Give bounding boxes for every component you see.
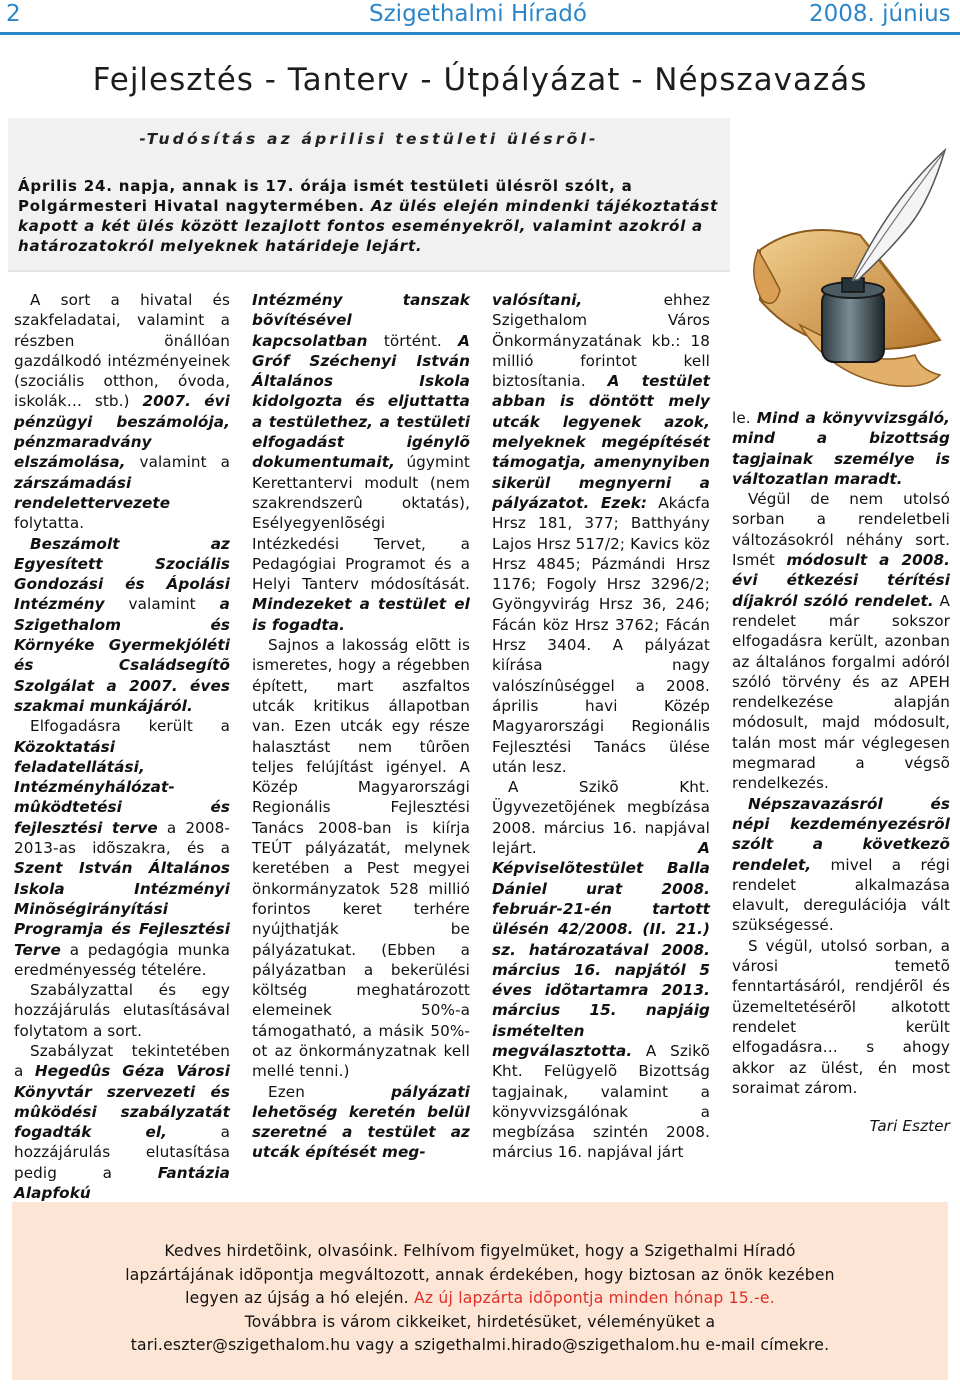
emphasis: Népszavazásról és népi kezdeményezésrõl szólt a következõ rendelet, bbox=[732, 794, 950, 874]
paragraph bbox=[732, 408, 950, 489]
paragraph bbox=[732, 489, 950, 793]
notice-text bbox=[12, 1240, 948, 1358]
text-run: a pedagógia munka eredményesség tételére. bbox=[14, 940, 230, 979]
lead-part-1: Április 24. napja, annak is 17. órája ismét testületi ülésrõl szólt, a Polgármesteri Hivatal nagytermében. bbox=[18, 177, 633, 215]
emphasis: 2007. évi pénzügyi beszámolója, pénzmaradvány elszámolása, bbox=[14, 392, 230, 472]
emphasis: valósítani, bbox=[492, 291, 583, 309]
emphasis: zárszámadási rendelettervezete bbox=[14, 473, 171, 512]
quill-inkwell-scroll-icon bbox=[740, 140, 955, 400]
article-column-2 bbox=[252, 290, 470, 1163]
text-run: Ezen bbox=[268, 1082, 305, 1101]
text-run: A rendelet már sokszor elfogadásra került, azonban az általános forgalmi adóról szóló törvény és az APEH rendelkezése alapján módosult, majd módosult, talán most már véglegesen megmarad a végsõ rendelkezés. bbox=[732, 591, 950, 793]
paragraph bbox=[14, 290, 230, 534]
publication-name: Szigethalmi Híradó bbox=[369, 1, 587, 27]
emphasis: pályázati lehetõség keretén belül szeretné a testület az utcák építését meg- bbox=[252, 1082, 470, 1162]
text-run: ehhez Szigethalom Város Önkormányzatának kb.: 18 millió forintot kell biztosítania. bbox=[492, 291, 710, 391]
text-run: történt. bbox=[383, 331, 442, 350]
text-run: le. bbox=[732, 409, 751, 427]
paragraph bbox=[14, 1041, 230, 1224]
notice-line: lapzártájának idõpontja megváltozott, annak érdekében, hogy biztosan az önök kezében bbox=[125, 1265, 835, 1284]
text-run: valamint a bbox=[139, 453, 230, 472]
text-run: Elfogadásra került a bbox=[30, 717, 230, 736]
notice-line bbox=[12, 1287, 948, 1311]
emphasis: Fantázia Alapfokú bbox=[14, 1163, 230, 1203]
text-run: a 2008-2013-as idõszakra, és a bbox=[14, 818, 231, 858]
paragraph: Sajnos a lakosság elõtt is ismeretes, hogy a régebben épített, mart aszfaltos utcák kritikus állapotban van. Ezen utcák egy része halasztást nem tûrõen teljes felújítást igényel. A Közép Magyarországi Regionális Fejlesztési Tanács 2008-ban is kiírja TEÚT pályázatát, melynek keretében a Pest megyei önkormányzatok 528 millió forintos keret terhére nyújthatják be pályázatukat. (Ebben a pályázatban a bekerülési költség meghatározott elemeinek 50%-a támogatható, a másik 50%-ot az önkormányzatnak kell mellé tenni.) bbox=[252, 636, 470, 1081]
notice-line: Továbbra is várom cikkeiket, hirdetésüket, véleményüket a bbox=[244, 1312, 716, 1331]
text-run: A sort a hivatal és szakfeladatai, valamint a részben önállóan gazdálkodó intézményeinek (szociális otthon, óvoda, iskolák… stb.) bbox=[14, 291, 230, 411]
header-rule bbox=[0, 32, 960, 35]
emphasis: Közoktatási feladatellátási, Intézményhálózat-mûködtetési és fejlesztési terve bbox=[14, 737, 230, 837]
text-run: folytatta. bbox=[14, 514, 85, 533]
text-run: úgymint Kerettantervi modult (nem szakrendszerû oktatás), Esélyegyenlõségi Intézkedési Tervet, a Pedagógiai Programot és a Helyi Tanterv módosítását. bbox=[252, 453, 470, 594]
page-header bbox=[0, 0, 960, 28]
lead-paragraph bbox=[18, 176, 724, 256]
paragraph bbox=[252, 290, 470, 635]
article-subtitle: -Tudósítás az áprilisi testületi ülésrõl- bbox=[139, 130, 599, 148]
text-run: mivel a régi rendelet alkalmazása elavult, deregulációja vált szükségessé. bbox=[732, 855, 950, 935]
paragraph bbox=[732, 794, 950, 936]
paragraph bbox=[14, 716, 230, 980]
text-run: legyen az újság a hó elején. bbox=[185, 1289, 409, 1308]
article-title: Fejlesztés - Tanterv - Útpályázat - Népszavazás bbox=[92, 62, 868, 98]
page-number: 2 bbox=[6, 1, 21, 27]
paragraph: Szabályzattal és egy hozzájárulás elutasításával folytatom a sort. bbox=[14, 981, 230, 1040]
emphasis: módosult a 2008. évi étkezési térítési díjakról szóló rendelet. bbox=[732, 551, 950, 610]
email-link[interactable]: tari.eszter@szigethalom.hu bbox=[130, 1336, 351, 1355]
article-column-4 bbox=[732, 408, 950, 1136]
text-run: e-mail címekre. bbox=[705, 1336, 830, 1355]
text-run: Akácfa Hrsz 181, 377; Batthyány Lajos Hrsz 517/2; Kavics köz Hrsz 4845; Pázmándi Hrsz 1176; Fogoly Hrsz 3296/2; Gyöngyvirág Hrsz 36, 246; Fácán köz Hrsz 3762; Fácán Hrsz 3404. A pályázat kiírása nagy valószínûséggel a 2008. április havi Közép Magyarországi Regionális Fejlesztési Tanács ülése után lesz. bbox=[492, 493, 710, 776]
text-run: A Szikõ Kht. Ügyvezetõjének megbízása 2008. március 16. napjával lejárt. bbox=[492, 778, 710, 858]
paragraph bbox=[492, 777, 710, 1163]
emphasis: a Szigethalom és Környéke Gyermekjóléti és Családsegítõ Szolgálat a 2007. éves szakmai munkájáról. bbox=[14, 595, 230, 715]
text-run: Szabályzat tekintetében a bbox=[14, 1041, 230, 1081]
paragraph bbox=[14, 534, 230, 717]
emphasis: Intézmény tanszak bõvítésével kapcsolatban bbox=[252, 291, 470, 350]
emphasis: A Képviselõtestület Balla Dániel urat 2008. február-21-én tartott ülésén 42/2008. (II. 21.) sz. határozatával 2008. március 16. napjától 5 éves idõtartamra 2013. március 15. napjáig ismételten megválasztotta. bbox=[492, 839, 710, 1060]
text-run: vagy a bbox=[355, 1336, 410, 1355]
lead-part-2: Az ülés elején mindenki tájékoztatást kapott a két ülés között lezajlott fontos eseményekrõl, valamint azokról a határozatokról melyeknek határideje lejárt. bbox=[18, 197, 719, 255]
emphasis: A Gróf Széchenyi István Általános Iskola kidolgozta és eljuttatta a testülethez, a testületi elfogadást igénylõ dokumentumait, bbox=[252, 331, 470, 472]
text-run: valamint bbox=[128, 595, 196, 614]
text-run: a hozzájárulás elutasítása pedig a bbox=[14, 1123, 230, 1182]
emphasis: A testület abban is döntött mely utcák legyenek azok, melyeknek megépítését támogatja, amenynyiben sikerül megnyerni a pályázatot. Ezek: bbox=[492, 372, 710, 512]
emphasis: Beszámolt az Egyesített Szociális Gondozási és Ápolási Intézmény bbox=[14, 534, 230, 614]
text-run: A Szikõ Kht. Felügyelõ Bizottság tagjainak, valamint a könyvvizsgálónak a megbízása szintén 2008. március 16. napjával járt bbox=[492, 1041, 710, 1162]
paragraph bbox=[492, 290, 710, 777]
emphasis: Mindezeket a testület el is fogadta. bbox=[252, 595, 470, 634]
emphasis: Mind a könyvvizsgáló, mind a bizottság tagjainak személye is változatlan maradt. bbox=[732, 409, 951, 488]
notice-line: Kedves hirdetõink, olvasóink. Felhívom figyelmüket, hogy a Szigethalmi Híradó bbox=[164, 1242, 796, 1260]
emphasis: Hegedûs Géza Városi Könyvtár szervezeti és mûködési szabályzatát fogadták el, bbox=[14, 1062, 230, 1142]
issue-date: 2008. június bbox=[809, 1, 951, 27]
emphasis: Szent István Általános Iskola Intézményi Minõségirányítási Programja és Fejlesztési Terve bbox=[14, 859, 230, 959]
text-run: Végül de nem utolsó sorban a rendeletbeli változásokról néhány sort. Ismét bbox=[732, 490, 950, 570]
deadline-highlight: Az új lapzárta idõpontja minden hónap 15.-e. bbox=[414, 1289, 775, 1308]
article-column-3 bbox=[492, 290, 710, 1163]
email-link[interactable]: szigethalmi.hirado@szigethalom.hu bbox=[414, 1336, 701, 1355]
paragraph bbox=[252, 1082, 470, 1163]
author-signature: Tari Eszter bbox=[869, 1117, 950, 1136]
paragraph: S végül, utolsó sorban, a városi temetõ fenntartásáról, rendjérõl és üzemeltetésérõl alkotott rendelet került elfogadásra… s ahogy akkor az ülést, én most soraimat zárom. bbox=[732, 936, 950, 1097]
notice-line bbox=[12, 1334, 948, 1358]
article-column-1 bbox=[14, 290, 230, 1224]
